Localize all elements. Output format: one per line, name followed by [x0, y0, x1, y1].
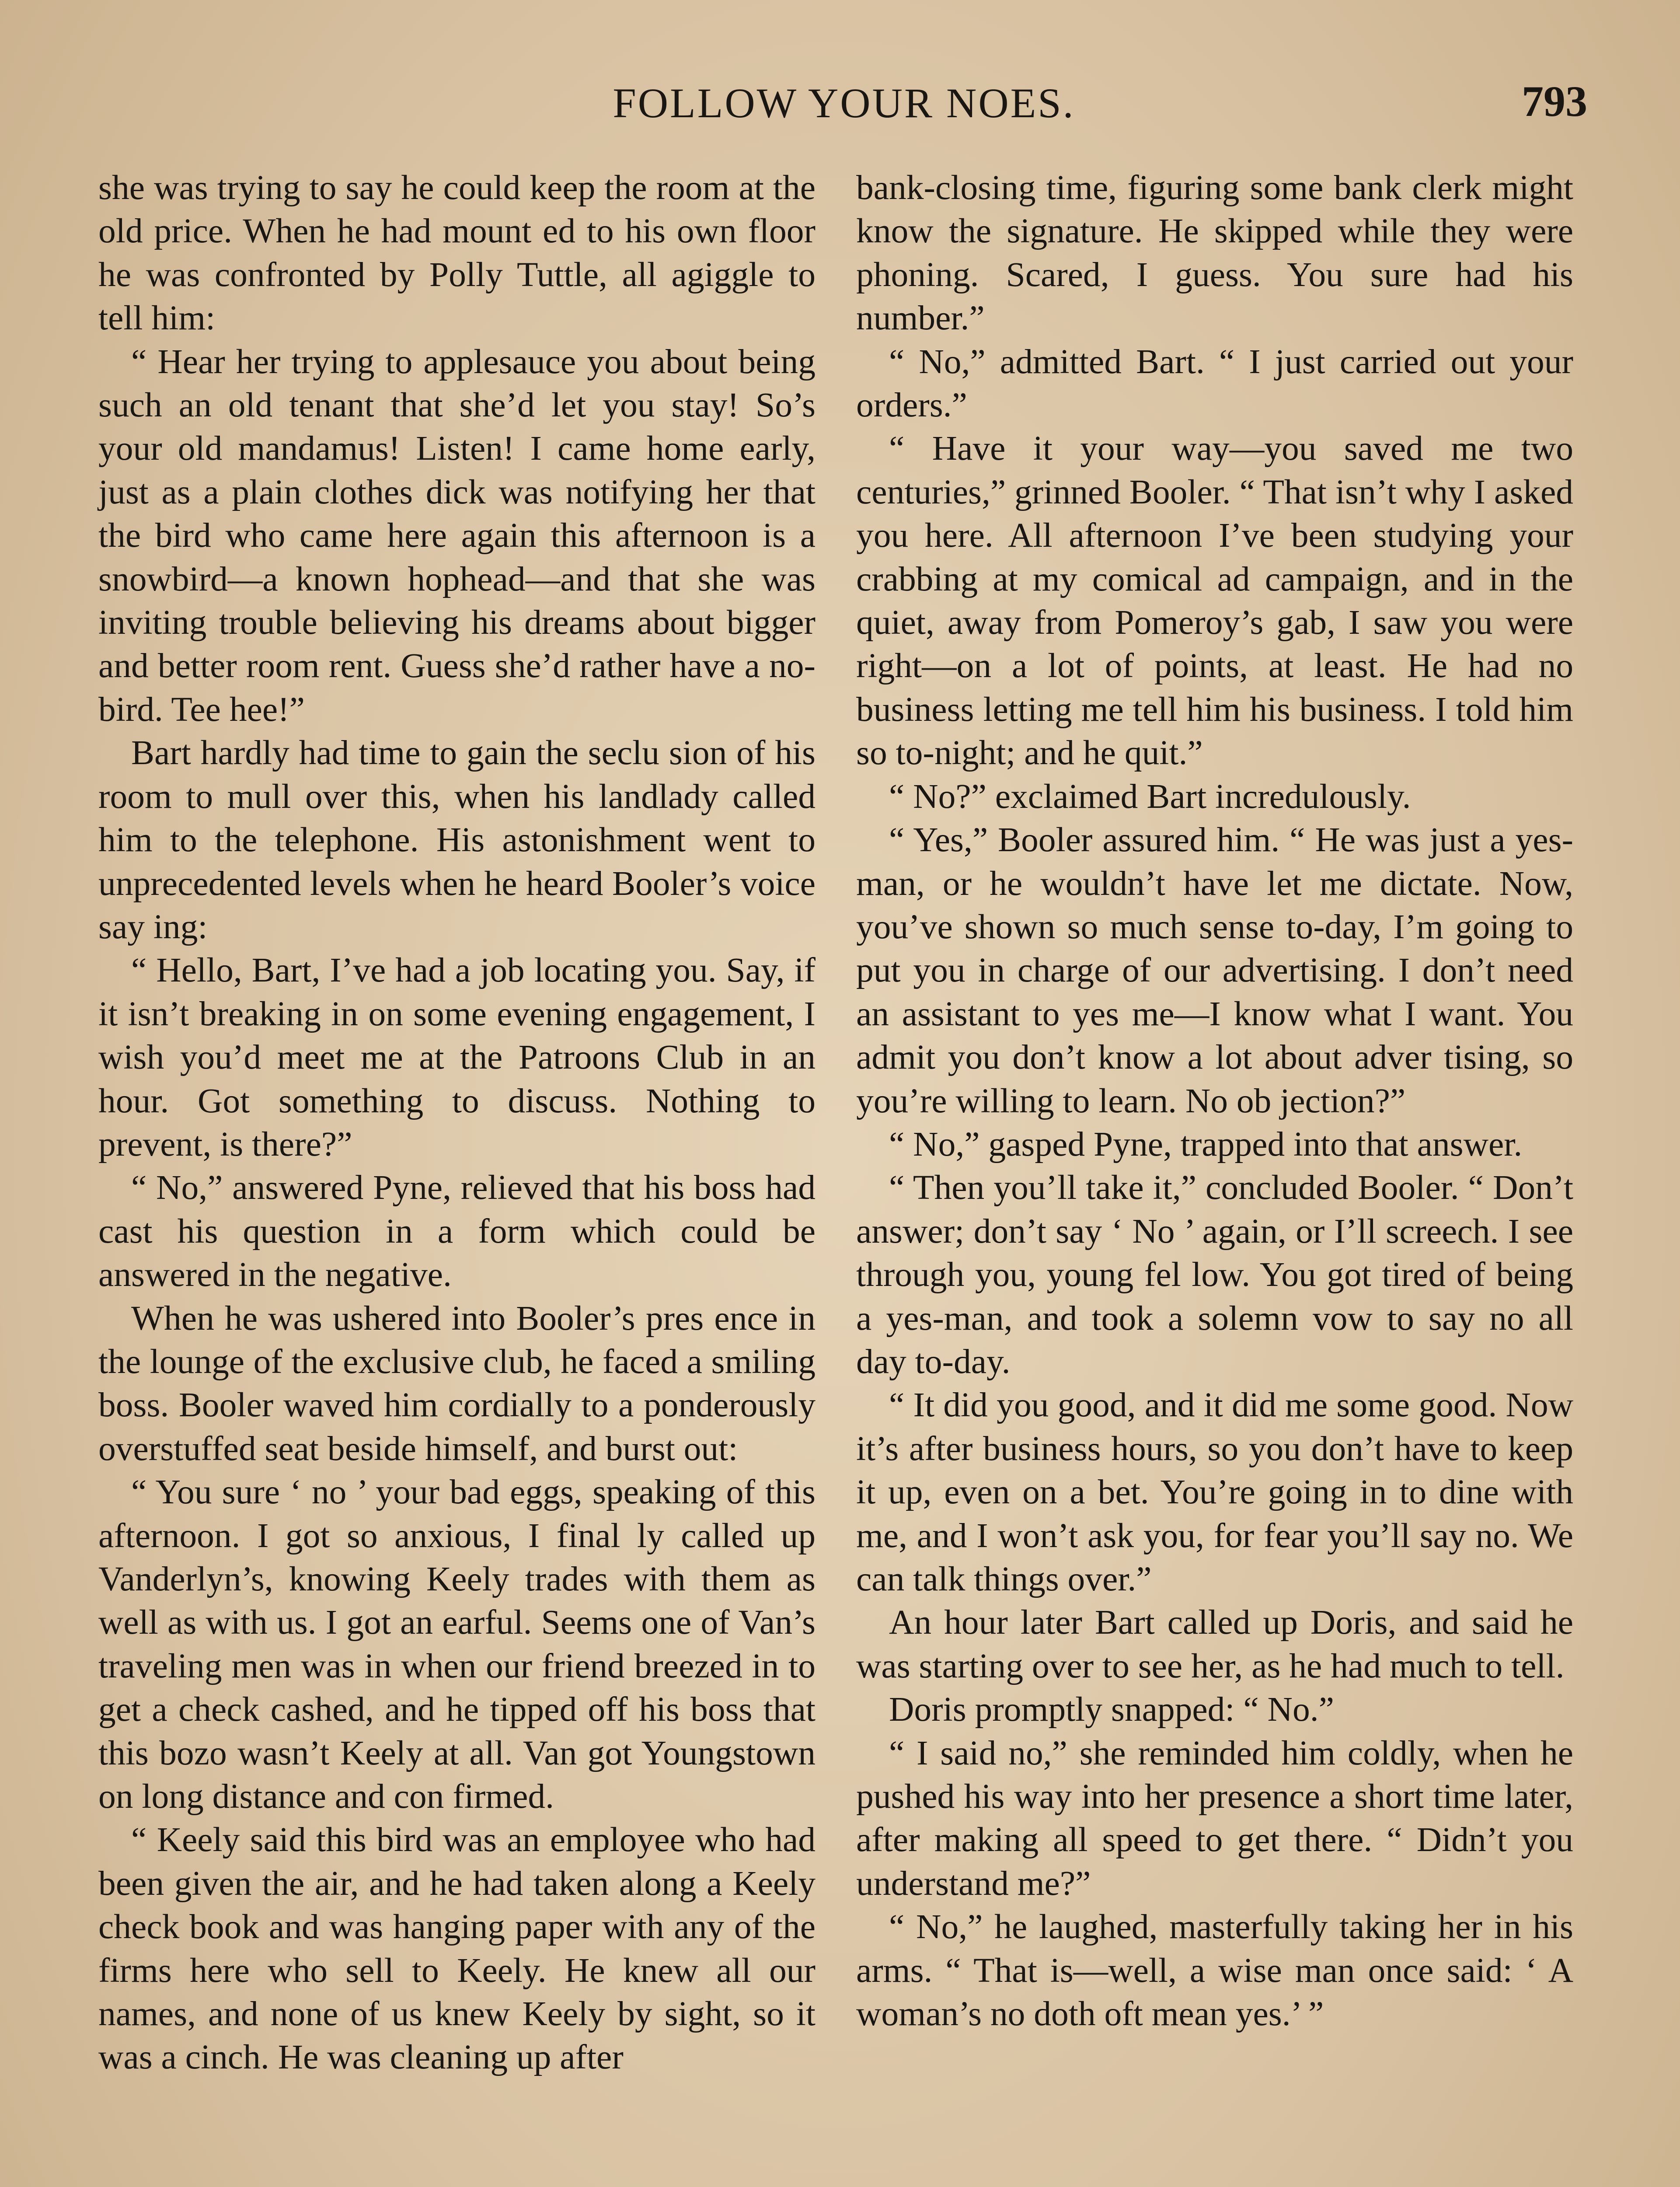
paragraph: “ No,” he laughed, masterfully taking her in his arms. “ That is—well, a wise man once said: ‘ A woman’s no doth oft mean yes.’ ” — [856, 1908, 1573, 2033]
running-title: FOLLOW YOUR NOES. — [613, 80, 1075, 126]
paragraph: “ Hear her trying to applesauce you about being such an old tenant that she’d let you stay! So’s your old mandamus! Listen! I came home early, just as a plain clothes dick was notifying her that the bird who came here again this afternoon is a snowbird—a known hophead—and that she was inviting trouble believing his dreams about bigger and better room rent. Guess she’d rather have a no-bird. Tee hee!” — [98, 342, 816, 729]
left-column — [98, 166, 816, 2079]
page-number: 793 — [1522, 77, 1587, 126]
paragraph: bank-closing time, figuring some bank clerk might know the signature. He skipped while they were phoning. Scared, I guess. You sure had his number.” — [856, 168, 1573, 338]
paragraph: Doris promptly snapped: “ No.” — [889, 1690, 1334, 1729]
paragraph: “ Have it your way—you saved me two centuries,” grinned Booler. “ That isn’t why I asked you here. All afternoon I’ve been studying your crabbing at my comical ad campaign, and in the quiet, away from Pomeroy’s gab, I saw you were right—on a lot of points, at least. He had no business letting me tell him his business. I told him so to-night; and he quit.” — [856, 429, 1573, 772]
paragraph: “ Yes,” Booler assured him. “ He was just a yes-man, or he wouldn’t have let me dictate. Now, you’ve shown so much sense to-day, I’m going to put you in charge of our advertising. I don’t need an assistant to yes me—I know what I want. You admit you don’t know a lot about adver tising, so you’re willing to learn. No ob jection?” — [856, 821, 1573, 1120]
paragraph: “ No?” exclaimed Bart incredulously. — [889, 777, 1411, 816]
paragraph: “ Hello, Bart, I’ve had a job locating you. Say, if it isn’t breaking in on some evening engagement, I wish you’d meet me at the Patroons Club in an hour. Got something to discuss. Nothing to prevent, is there?” — [98, 951, 816, 1163]
paragraph: “ No,” admitted Bart. “ I just carried out your orders.” — [856, 342, 1573, 425]
paragraph: When he was ushered into Booler’s pres ence in the lounge of the exclusive club, he faced a smiling boss. Booler waved him cordially to a ponderously overstuffed seat beside himself, and burst out: — [98, 1299, 816, 1468]
paragraph: “ No,” answered Pyne, relieved that his boss had cast his question in a form which could be answered in the negative. — [98, 1168, 816, 1294]
paragraph: “ Then you’ll take it,” concluded Booler. “ Don’t answer; don’t say ‘ No ’ again, or I’ll screech. I see through you, young fel low. You got tired of being a yes-man, and took a solemn vow to say no all day to-day. — [856, 1168, 1573, 1381]
paragraph: she was trying to say he could keep the room at the old price. When he had mount ed to his own floor he was confronted by Polly Tuttle, all agiggle to tell him: — [98, 168, 816, 338]
paragraph: “ No,” gasped Pyne, trapped into that answer. — [889, 1125, 1523, 1163]
page-header — [101, 79, 1587, 131]
right-column — [856, 166, 1573, 2036]
paragraph: “ You sure ‘ no ’ your bad eggs, speaking of this afternoon. I got so anxious, I final ly called up Vanderlyn’s, knowing Keely trades with them as well as with us. I got an earful. Seems one of Van’s traveling men was in when our friend breezed in to get a check cashed, and he tipped off his boss that this bozo wasn’t Keely at all. Van got Youngstown on long distance and con firmed. — [98, 1473, 816, 1816]
paragraph: “ I said no,” she reminded him coldly, when he pushed his way into her presence a short time later, after making all speed to get there. “ Didn’t you understand me?” — [856, 1733, 1573, 1903]
paragraph: “ It did you good, and it did me some good. Now it’s after business hours, so you don’t have to keep it up, even on a bet. You’re going in to dine with me, and I won’t ask you, for fear you’ll say no. We can talk things over.” — [856, 1386, 1573, 1598]
paragraph: Bart hardly had time to gain the seclu sion of his room to mull over this, when his landlady called him to the telephone. His astonishment went to unprecedented levels when he heard Booler’s voice say ing: — [98, 734, 816, 946]
paragraph: An hour later Bart called up Doris, and said he was starting over to see her, as he had much to tell. — [856, 1603, 1573, 1685]
paragraph: “ Keely said this bird was an employee who had been given the air, and he had taken along a Keely check book and was hanging paper with any of the firms here who sell to Keely. He knew all our names, and none of us knew Keely by sight, so it was a cinch. He was cleaning up after — [98, 1820, 816, 2077]
